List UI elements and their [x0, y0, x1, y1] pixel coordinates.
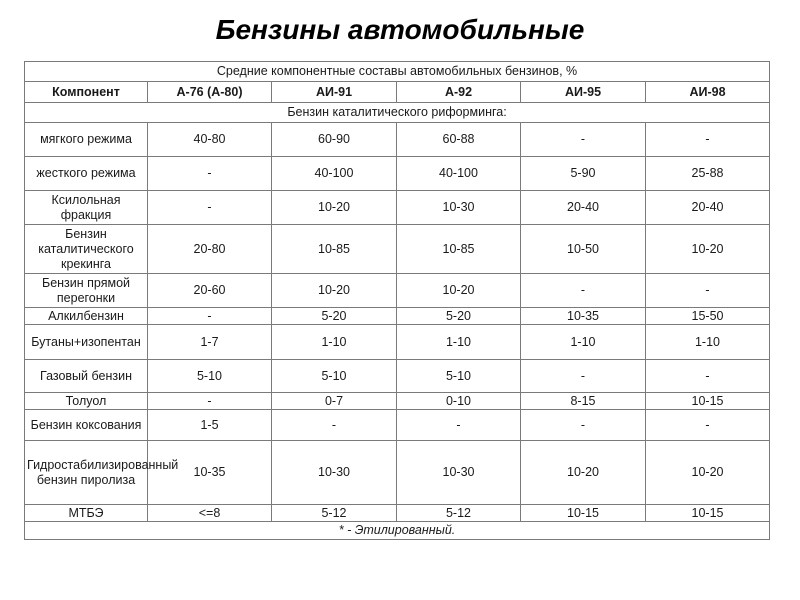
value-cell: 5-90 — [521, 157, 646, 191]
value-cell: 1-5 — [148, 410, 272, 441]
value-cell: 40-80 — [148, 123, 272, 157]
value-cell: 25-88 — [646, 157, 770, 191]
value-cell: 10-85 — [397, 225, 521, 274]
section-row: Бензин каталитического риформинга: — [25, 103, 770, 123]
value-cell: 10-35 — [521, 308, 646, 325]
value-cell: - — [148, 157, 272, 191]
table-row — [25, 123, 770, 157]
column-header: А-92 — [397, 82, 521, 103]
composition-table — [24, 61, 770, 540]
table-row — [25, 191, 770, 225]
value-cell: - — [148, 191, 272, 225]
value-cell: 60-90 — [272, 123, 397, 157]
value-cell: 5-20 — [397, 308, 521, 325]
component-name: Бензин прямой перегонки — [25, 274, 148, 308]
table-row — [25, 360, 770, 393]
column-header: АИ-98 — [646, 82, 770, 103]
value-cell: 5-12 — [272, 505, 397, 522]
value-cell: - — [521, 274, 646, 308]
value-cell: 15-50 — [646, 308, 770, 325]
value-cell: 0-10 — [397, 393, 521, 410]
value-cell: 5-10 — [397, 360, 521, 393]
column-header: АИ-95 — [521, 82, 646, 103]
table-row — [25, 157, 770, 191]
value-cell: 10-20 — [521, 441, 646, 505]
value-cell: 20-60 — [148, 274, 272, 308]
value-cell: 40-100 — [397, 157, 521, 191]
value-cell: - — [148, 393, 272, 410]
component-name: Бутаны+изопентан — [25, 325, 148, 360]
value-cell: 1-10 — [397, 325, 521, 360]
page-title: Бензины автомобильные — [215, 14, 585, 45]
table-row — [25, 325, 770, 360]
component-name: мягкого режима — [25, 123, 148, 157]
value-cell: 20-40 — [646, 191, 770, 225]
component-name: Гидростабилизированный бензин пиролиза — [25, 441, 148, 505]
component-name: Ксилольная фракция — [25, 191, 148, 225]
value-cell: - — [646, 410, 770, 441]
value-cell: 5-20 — [272, 308, 397, 325]
value-cell: 10-20 — [397, 274, 521, 308]
table-row — [25, 505, 770, 522]
value-cell: 8-15 — [521, 393, 646, 410]
value-cell: 20-40 — [521, 191, 646, 225]
value-cell: - — [272, 410, 397, 441]
value-cell: - — [646, 360, 770, 393]
value-cell: 10-50 — [521, 225, 646, 274]
value-cell: 5-12 — [397, 505, 521, 522]
header-row — [25, 82, 770, 103]
value-cell: - — [521, 410, 646, 441]
value-cell: 10-85 — [272, 225, 397, 274]
value-cell: 1-10 — [646, 325, 770, 360]
table-row — [25, 410, 770, 441]
table-row — [25, 274, 770, 308]
value-cell: 1-10 — [521, 325, 646, 360]
value-cell: 10-20 — [646, 225, 770, 274]
value-cell: 20-80 — [148, 225, 272, 274]
value-cell: - — [148, 308, 272, 325]
value-cell: - — [397, 410, 521, 441]
component-name: жесткого режима — [25, 157, 148, 191]
table-caption: Средние компонентные составы автомобильных бензинов, % — [25, 62, 770, 82]
table-row — [25, 225, 770, 274]
value-cell: <=8 — [148, 505, 272, 522]
value-cell: 1-10 — [272, 325, 397, 360]
component-name: Бензин каталитического крекинга — [25, 225, 148, 274]
value-cell: - — [521, 360, 646, 393]
value-cell: 10-30 — [397, 441, 521, 505]
value-cell: 10-35 — [148, 441, 272, 505]
component-name: МТБЭ — [25, 505, 148, 522]
value-cell: 10-20 — [272, 274, 397, 308]
value-cell: 0-7 — [272, 393, 397, 410]
value-cell: 1-7 — [148, 325, 272, 360]
component-name: Толуол — [25, 393, 148, 410]
component-name: Бензин коксования — [25, 410, 148, 441]
column-header: Компонент — [25, 82, 148, 103]
value-cell: 5-10 — [272, 360, 397, 393]
value-cell: 60-88 — [397, 123, 521, 157]
component-name: Газовый бензин — [25, 360, 148, 393]
table-row — [25, 441, 770, 505]
value-cell: 10-30 — [272, 441, 397, 505]
column-header: А-76 (А-80) — [148, 82, 272, 103]
value-cell: - — [521, 123, 646, 157]
column-header: АИ-91 — [272, 82, 397, 103]
component-name: Алкилбензин — [25, 308, 148, 325]
footnote: * - Этилированный. — [25, 522, 770, 540]
table-row — [25, 393, 770, 410]
value-cell: 10-30 — [397, 191, 521, 225]
value-cell: - — [646, 123, 770, 157]
value-cell: 5-10 — [148, 360, 272, 393]
value-cell: 10-15 — [646, 505, 770, 522]
value-cell: 10-15 — [521, 505, 646, 522]
table-row — [25, 308, 770, 325]
value-cell: - — [646, 274, 770, 308]
value-cell: 10-20 — [646, 441, 770, 505]
value-cell: 10-15 — [646, 393, 770, 410]
value-cell: 40-100 — [272, 157, 397, 191]
value-cell: 10-20 — [272, 191, 397, 225]
